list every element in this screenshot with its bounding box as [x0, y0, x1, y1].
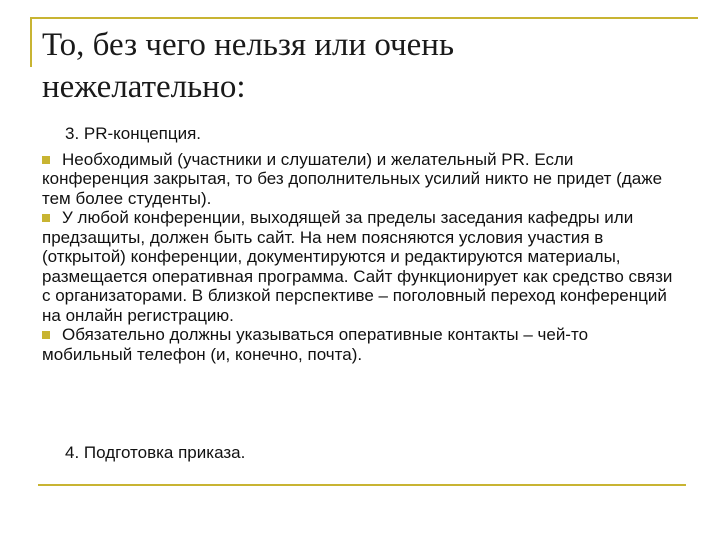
- section-3-heading: 3. PR-концепция.: [65, 124, 202, 143]
- square-bullet-icon: [42, 156, 50, 164]
- bullet-item-3: [42, 325, 682, 364]
- frame-bottom-line: [38, 484, 686, 486]
- bullet-text-2: У любой конференции, выходящей за пределы заседания кафедры или предзащиты, должен быть сайт. На нем поясняются условия участия в (открытой) конференции, документируются и редактируются материалы, размещается оперативная программа. Сайт функционирует как средство связи с организаторами. В близкой перспективе – поголовный переход конференций на онлайн регистрацию.: [42, 208, 673, 325]
- bullet-item-1: [42, 150, 682, 209]
- frame-left-line: [30, 17, 32, 67]
- bullet-text-3: Обязательно должны указываться оперативные контакты – чей-то мобильный телефон (и, конечно, почта).: [42, 325, 589, 364]
- bullet-text-1: Необходимый (участники и слушатели) и желательный PR. Если конференция закрытая, то без дополнительных усилий никто не придет (даже тем более студенты).: [42, 149, 663, 208]
- slide-body: [42, 124, 682, 462]
- frame-top-line: [30, 17, 698, 19]
- square-bullet-icon: [42, 331, 50, 339]
- bullet-item-2: [42, 208, 682, 325]
- slide-title: То, без чего нельзя или очень нежелательно:: [42, 27, 455, 105]
- section-4-heading: 4. Подготовка приказа.: [65, 443, 246, 462]
- square-bullet-icon: [42, 214, 50, 222]
